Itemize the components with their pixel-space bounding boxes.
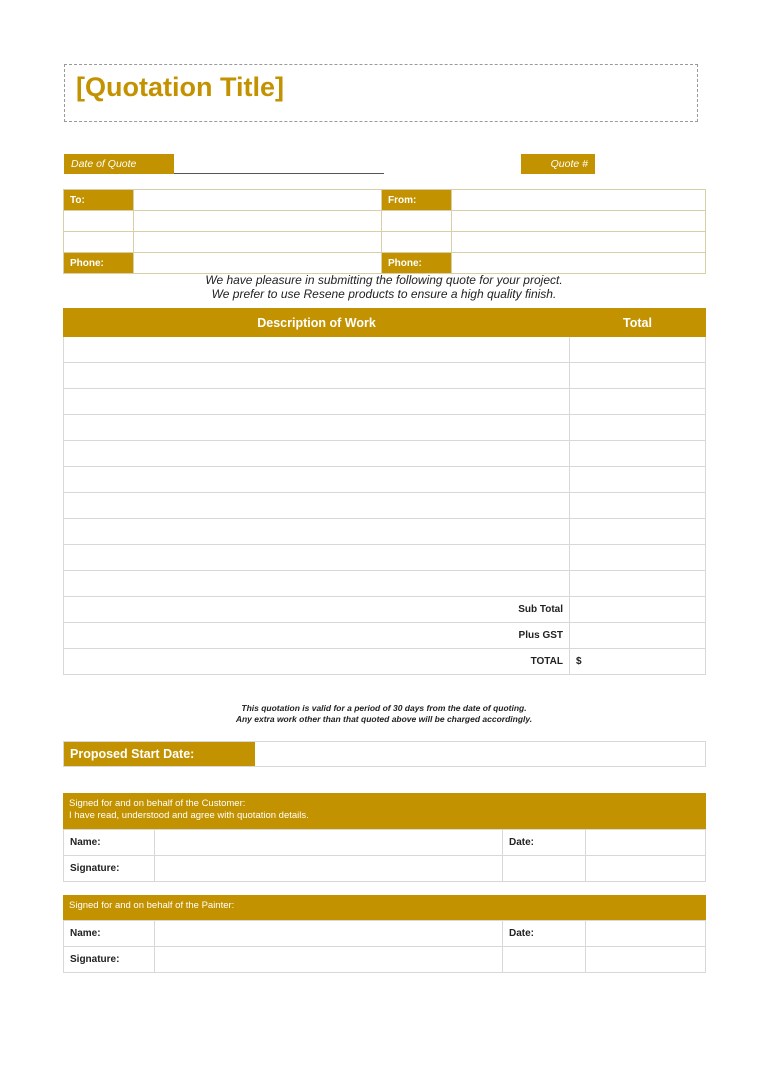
proposed-start-date-row: [63, 741, 706, 767]
painter-signature-table: [63, 920, 706, 973]
customer-signature-field[interactable]: [155, 856, 503, 882]
intro-line-1: We have pleasure in submitting the following quote for your project.: [205, 273, 563, 287]
proposed-start-date-label: Proposed Start Date:: [64, 742, 255, 766]
gst-value[interactable]: [570, 623, 706, 649]
quotation-title[interactable]: [Quotation Title]: [76, 72, 284, 102]
to-field[interactable]: [134, 190, 382, 211]
from-extra-label: [382, 211, 452, 232]
painter-signature-extra[interactable]: [503, 947, 586, 973]
date-of-quote-field[interactable]: [174, 173, 384, 174]
title-box: [64, 64, 698, 122]
customer-signature-table: [63, 829, 706, 882]
quote-number-label: Quote #: [521, 154, 595, 174]
from-phone-label: Phone:: [382, 253, 452, 274]
to-phone-label: Phone:: [64, 253, 134, 274]
to-address-field-2[interactable]: [134, 232, 382, 253]
description-header: Description of Work: [64, 309, 570, 337]
painter-date-field[interactable]: [586, 921, 706, 947]
to-extra-label: [64, 211, 134, 232]
work-row-total[interactable]: [570, 467, 706, 493]
contact-table: [63, 189, 706, 274]
customer-date-label: Date:: [503, 830, 586, 856]
painter-date-label: Date:: [503, 921, 586, 947]
customer-signoff-line-2: I have read, understood and agree with quotation details.: [69, 810, 309, 821]
work-row-total[interactable]: [570, 571, 706, 597]
from-field[interactable]: [452, 190, 706, 211]
work-row-total[interactable]: [570, 337, 706, 363]
work-row-description[interactable]: [64, 363, 570, 389]
to-label: To:: [64, 190, 134, 211]
work-row-total[interactable]: [570, 545, 706, 571]
painter-signoff-line-1: Signed for and on behalf of the Painter:: [69, 900, 235, 911]
to-extra-label-2: [64, 232, 134, 253]
painter-signoff-header: [63, 895, 706, 920]
from-address-field[interactable]: [452, 211, 706, 232]
work-row-description[interactable]: [64, 545, 570, 571]
from-extra-label-2: [382, 232, 452, 253]
intro-line-2: We prefer to use Resene products to ensure a high quality finish.: [211, 287, 557, 301]
validity-note: [0, 703, 768, 725]
subtotal-label: Sub Total: [64, 597, 570, 623]
to-phone-field[interactable]: [134, 253, 382, 274]
subtotal-value[interactable]: [570, 597, 706, 623]
painter-signature-field[interactable]: [155, 947, 503, 973]
painter-name-field[interactable]: [155, 921, 503, 947]
work-row-description[interactable]: [64, 441, 570, 467]
work-row-total[interactable]: [570, 389, 706, 415]
total-header: Total: [570, 309, 706, 337]
painter-signature-label: Signature:: [64, 947, 155, 973]
to-address-field[interactable]: [134, 211, 382, 232]
work-row-description[interactable]: [64, 415, 570, 441]
work-row-description[interactable]: [64, 389, 570, 415]
customer-name-label: Name:: [64, 830, 155, 856]
proposed-start-date-field[interactable]: [255, 742, 705, 766]
from-label: From:: [382, 190, 452, 211]
customer-date-field[interactable]: [586, 830, 706, 856]
work-row-total[interactable]: [570, 415, 706, 441]
customer-signature-extra[interactable]: [503, 856, 586, 882]
validity-note-line-2: Any extra work other than that quoted above will be charged accordingly.: [235, 714, 533, 724]
customer-name-field[interactable]: [155, 830, 503, 856]
painter-signature-extra-2[interactable]: [586, 947, 706, 973]
from-phone-field[interactable]: [452, 253, 706, 274]
work-row-description[interactable]: [64, 571, 570, 597]
work-row-description[interactable]: [64, 493, 570, 519]
work-row-total[interactable]: [570, 441, 706, 467]
work-table: [63, 308, 706, 675]
painter-name-label: Name:: [64, 921, 155, 947]
customer-signoff-line-1: Signed for and on behalf of the Customer:: [69, 798, 246, 809]
work-row-description[interactable]: [64, 467, 570, 493]
total-label: TOTAL: [64, 649, 570, 675]
work-row-description[interactable]: [64, 337, 570, 363]
work-row-total[interactable]: [570, 519, 706, 545]
work-row-total[interactable]: [570, 493, 706, 519]
customer-signoff-header: [63, 793, 706, 829]
date-of-quote-label: Date of Quote: [64, 154, 174, 174]
validity-note-line-1: This quotation is valid for a period of 30 days from the date of quoting.: [241, 703, 527, 713]
total-value[interactable]: $: [570, 649, 706, 675]
customer-signature-extra-2[interactable]: [586, 856, 706, 882]
work-row-description[interactable]: [64, 519, 570, 545]
customer-signature-label: Signature:: [64, 856, 155, 882]
intro-text: [0, 273, 768, 301]
work-row-total[interactable]: [570, 363, 706, 389]
gst-label: Plus GST: [64, 623, 570, 649]
from-address-field-2[interactable]: [452, 232, 706, 253]
